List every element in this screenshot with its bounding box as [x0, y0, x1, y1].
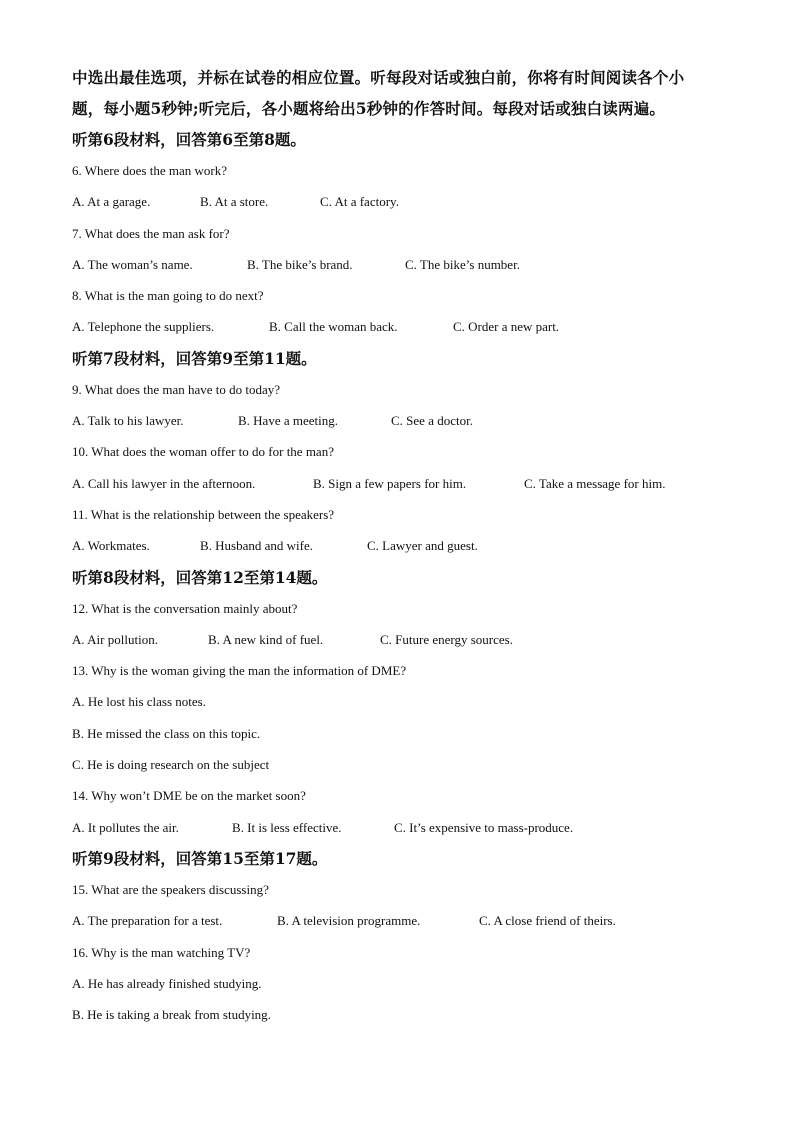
option-c: C. Future energy sources.: [380, 631, 513, 647]
option-a: A. Telephone the suppliers.: [72, 319, 215, 335]
answer-options: [72, 905, 732, 936]
option-b: B. Sign a few papers for him.: [313, 475, 467, 491]
instructions-line-2: 题，每小题5秒钟;听完后，各小题将给出5秒钟的作答时间。每段对话或独白读两遍。: [72, 99, 666, 118]
answer-options: [72, 249, 732, 280]
option-a: A. The woman’s name.: [72, 256, 193, 272]
option-b: B. A television programme.: [277, 913, 421, 929]
answer-options: [72, 530, 732, 561]
option-b: B. Have a meeting.: [238, 413, 338, 429]
option-b: B. Husband and wife.: [200, 538, 314, 554]
question-text: 15. What are the speakers discussing?: [72, 881, 269, 897]
option-b: B. At a store.: [200, 194, 269, 210]
instructions-line-1: 中选出最佳选项，并标在试卷的相应位置。听每段对话或独白前，你将有时间阅读各个小: [72, 68, 685, 87]
option-c: C. It’s expensive to mass-produce.: [394, 819, 574, 835]
answer-options: [72, 624, 732, 655]
option-c: C. See a doctor.: [391, 413, 473, 429]
question-text: 14. Why won’t DME be on the market soon?: [72, 788, 306, 804]
question-text: B. He is taking a break from studying.: [72, 1007, 271, 1023]
question-text: 6. Where does the man work?: [72, 163, 227, 178]
answer-options: [72, 812, 732, 843]
option-a: A. At a garage.: [72, 194, 151, 210]
option-b: B. Call the woman back.: [269, 319, 398, 335]
answer-options: [72, 405, 732, 436]
option-c: C. At a factory.: [320, 194, 399, 210]
option-b: B. It is less effective.: [232, 819, 342, 835]
option-c: C. Take a message for him.: [524, 475, 666, 491]
question-text: A. He lost his class notes.: [72, 694, 206, 710]
option-a: A. Talk to his lawyer.: [72, 413, 184, 429]
option-a: A. It pollutes the air.: [72, 819, 179, 835]
option-c: C. A close friend of theirs.: [479, 913, 616, 929]
option-c: C. Order a new part.: [453, 319, 560, 335]
question-text: 10. What does the woman offer to do for the man?: [72, 444, 334, 460]
question-text: A. He has already finished studying.: [72, 975, 262, 991]
section-heading: 听第6段材料，回答第6至第8题。: [72, 130, 306, 149]
option-a: A. The preparation for a test.: [72, 913, 223, 929]
option-b: B. The bike’s brand.: [247, 256, 353, 272]
option-b: B. A new kind of fuel.: [208, 631, 324, 647]
question-list: [72, 124, 732, 1030]
question-text: C. He is doing research on the subject: [72, 757, 270, 773]
question-text: 7. What does the man ask for?: [72, 225, 230, 241]
option-a: A. Call his lawyer in the afternoon.: [72, 475, 256, 491]
question-text: 13. Why is the woman giving the man the information of DME?: [72, 663, 407, 679]
question-text: B. He missed the class on this topic.: [72, 725, 261, 741]
section-heading: 听第7段材料，回答第9至第11题。: [72, 348, 317, 368]
exam-page: [72, 62, 732, 1030]
question-text: 9. What does the man have to do today?: [72, 381, 281, 397]
option-c: C. The bike’s number.: [405, 256, 520, 272]
answer-options: [72, 311, 732, 342]
question-text: 8. What is the man going to do next?: [72, 288, 264, 304]
option-a: A. Workmates.: [72, 538, 150, 554]
answer-options: [72, 186, 732, 217]
question-text: 11. What is the relationship between the speakers?: [72, 506, 335, 522]
answer-options: [72, 468, 732, 499]
question-text: 12. What is the conversation mainly about?: [72, 600, 298, 616]
option-c: C. Lawyer and guest.: [367, 538, 478, 554]
question-text: 16. Why is the man watching TV?: [72, 944, 251, 960]
section-heading: 听第8段材料，回答第12至第14题。: [72, 567, 328, 587]
section-heading: 听第9段材料，回答第15至第17题。: [72, 848, 328, 868]
option-a: A. Air pollution.: [72, 631, 158, 647]
